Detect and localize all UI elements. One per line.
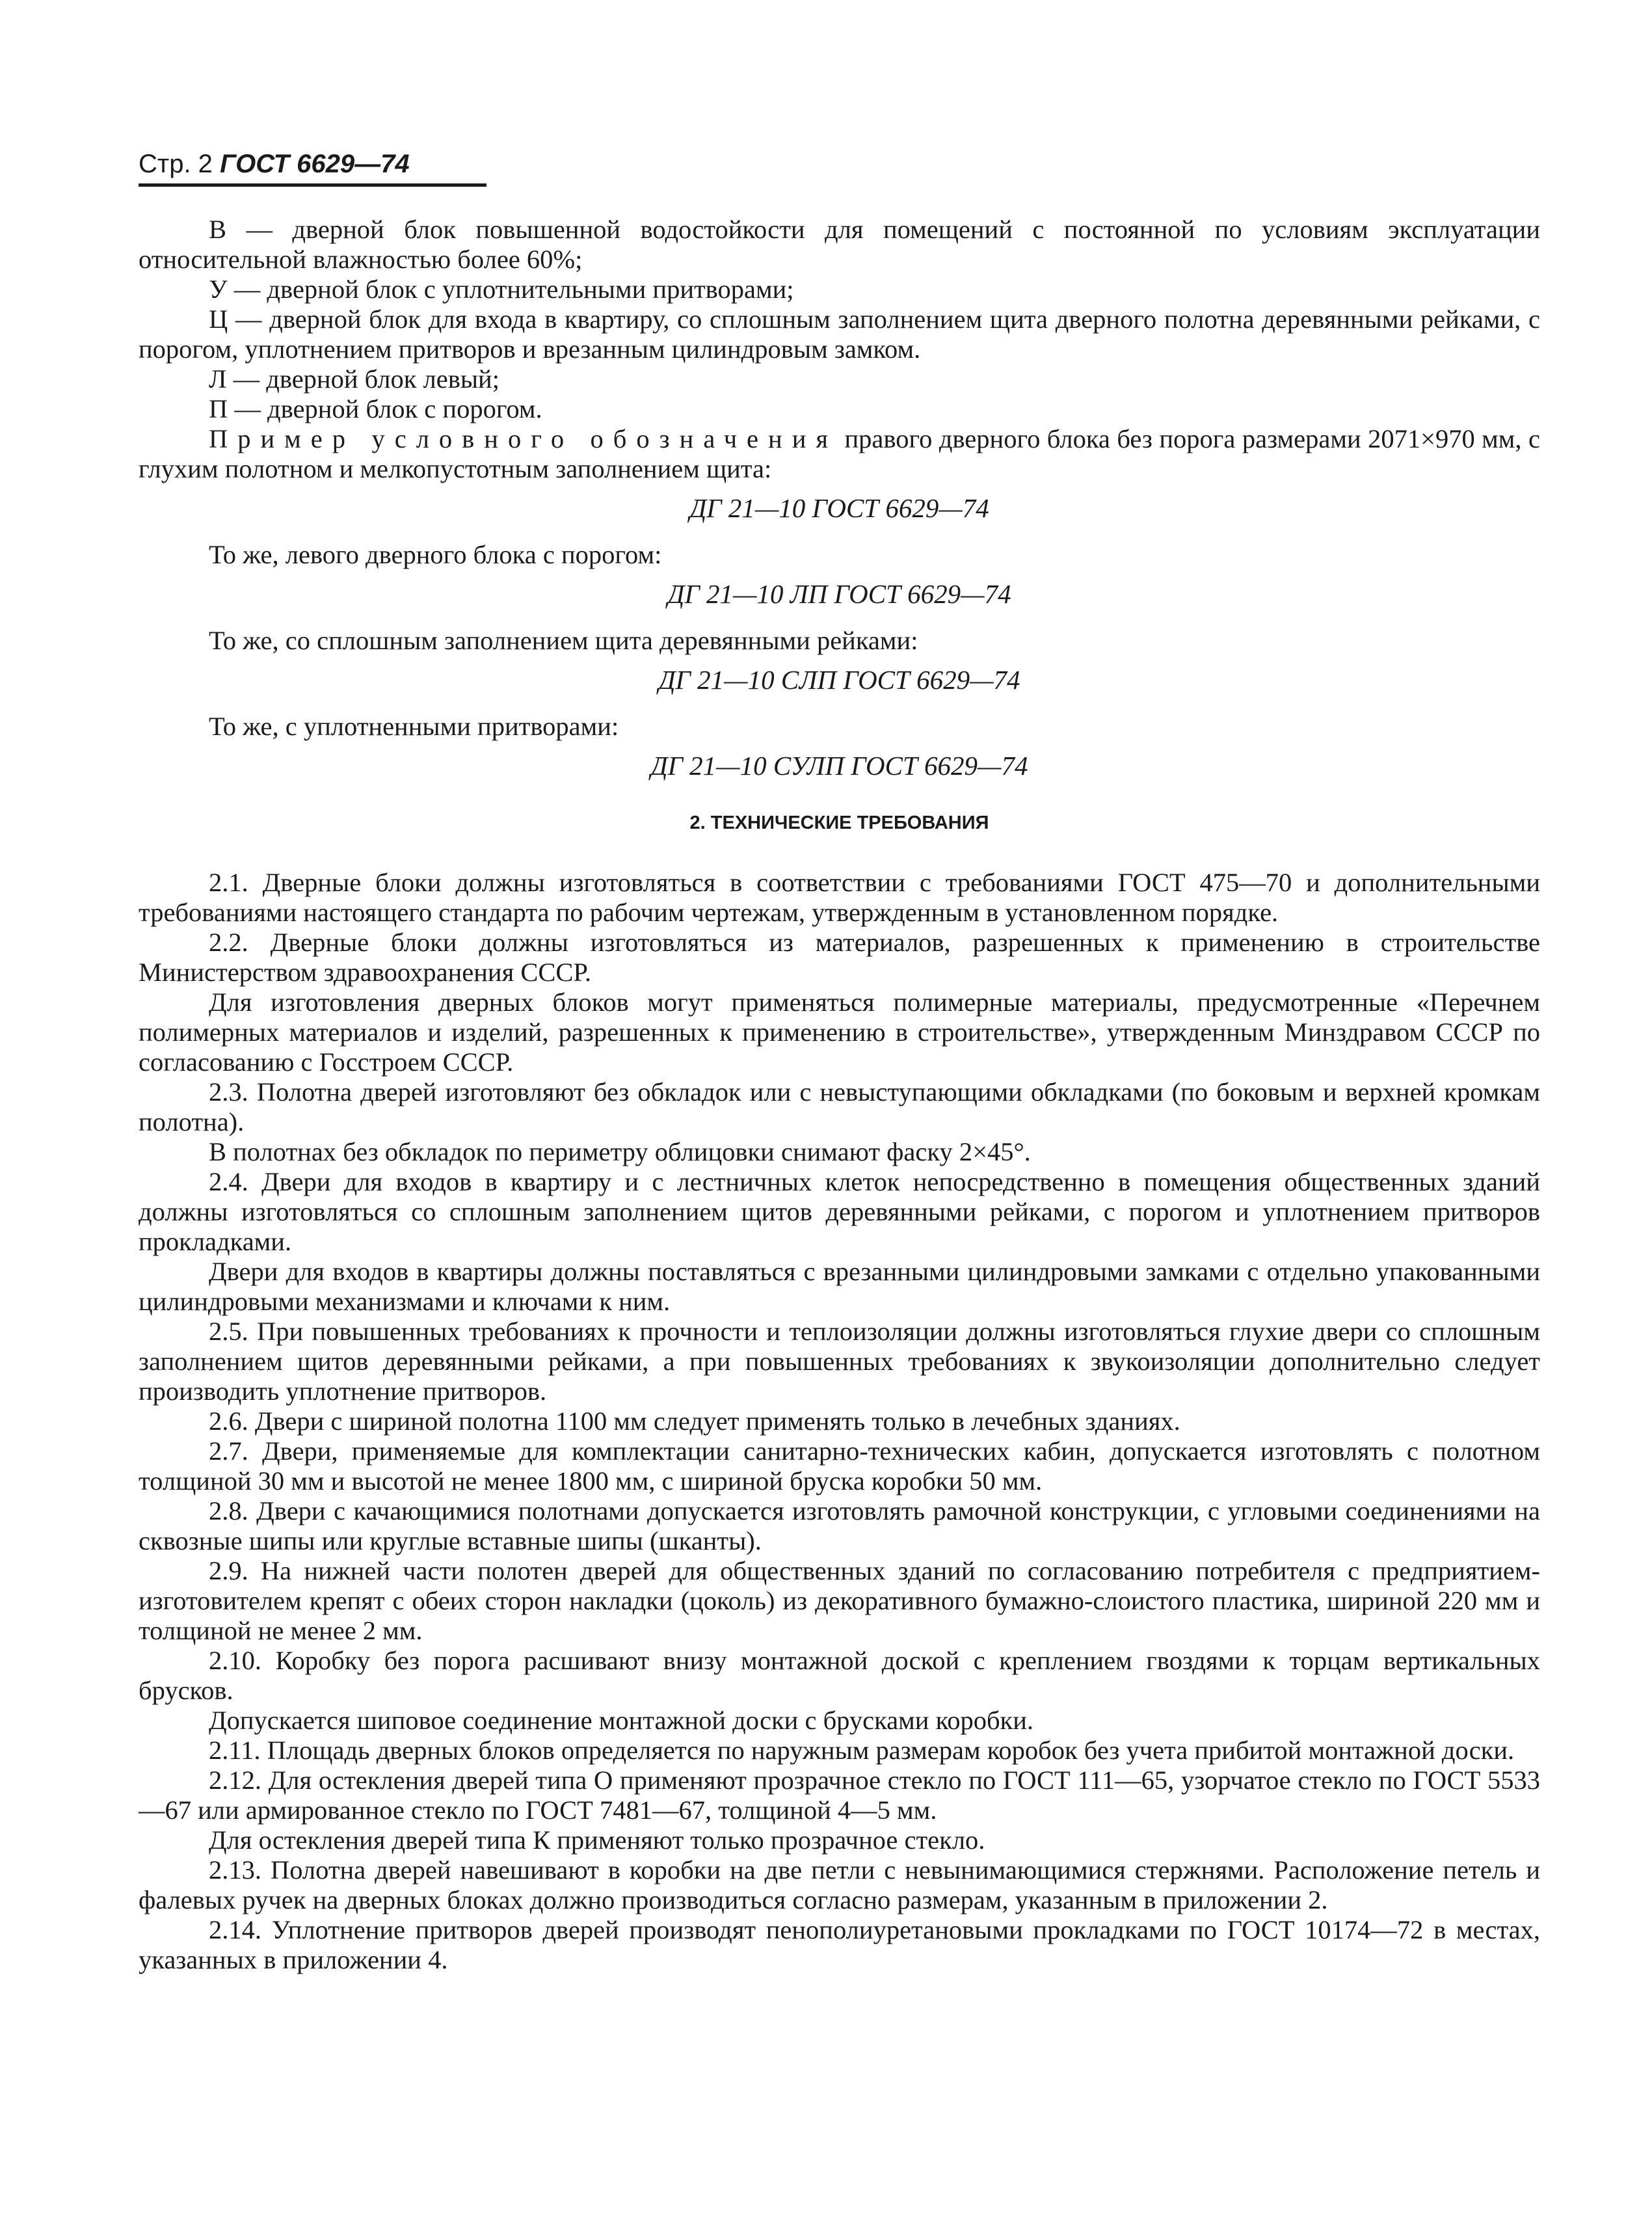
clause-paragraph: В полотнах без обкладок по периметру облицовки снимают фаску 2×45°. bbox=[209, 1137, 1031, 1166]
clause-paragraph: 2.7. Двери, применяемые для комплектации санитарно-технических кабин, допускается изготовлять с полотном толщиной 30 мм и высотой не менее 1800 мм, с шириной бруска коробки 50 мм. bbox=[139, 1436, 1540, 1496]
same-note-1: То же, левого дверного блока с порогом: bbox=[209, 540, 662, 569]
intro-l: Л — дверной блок левый; bbox=[209, 364, 500, 394]
example-label: Пример условного обозначения bbox=[209, 424, 838, 453]
same-note-3: То же, с уплотненными притворами: bbox=[209, 712, 619, 741]
clause-paragraph: Двери для входов в квартиры должны поставляться с врезанными цилиндровыми замками с отдельно упакованными цилиндровыми механизмами и ключами к ним. bbox=[139, 1257, 1540, 1316]
example-paragraph bbox=[139, 424, 1540, 484]
standard-number: ГОСТ 6629—74 bbox=[220, 150, 410, 178]
clause-paragraph: 2.4. Двери для входов в квартиру и с лестничных клеток непосредственно в помещения общественных зданий должны изготовляться со сплошным заполнением щитов деревянными рейками, с порогом и уплотнением притворов прокладками. bbox=[139, 1167, 1540, 1256]
example-text: правого дверного блока без порога размерами 2071×970 мм, с глухим полотном и мелкопустотным заполнением щита: bbox=[139, 424, 1540, 483]
same-note-2: То же, со сплошным заполнением щита деревянными рейками: bbox=[209, 626, 918, 655]
designation-code-4: ДГ 21—10 СУЛП ГОСТ 6629—74 bbox=[650, 751, 1028, 781]
intro-p: П — дверной блок с порогом. bbox=[209, 394, 542, 423]
clause-paragraph: 2.9. На нижней части полотен дверей для общественных зданий по согласованию потребителя с предприятием-изготовителем крепят с обеих сторон накладки (цоколь) из декоративного бумажно-слоистого пластика, шириной 220 мм и толщиной не менее 2 мм. bbox=[139, 1556, 1540, 1645]
intro-v: В — дверной блок повышенной водостойкости для помещений с постоянной по условиям эксплуатации относительной влажностью более 60%; bbox=[139, 215, 1540, 274]
clause-paragraph: 2.3. Полотна дверей изготовляют без обкладок или с невыступающими обкладками (по боковым и верхней кромкам полотна). bbox=[139, 1077, 1540, 1136]
page-header bbox=[139, 148, 410, 180]
intro-c: Ц — дверной блок для входа в квартиру, со сплошным заполнением щита дверного полотна деревянными рейками, с порогом, уплотнением притворов и врезанным цилиндровым замком. bbox=[139, 304, 1540, 364]
clause-paragraph: Для изготовления дверных блоков могут применяться полимерные материалы, предусмотренные «Перечнем полимерных материалов и изделий, разрешенных к применению в строительстве», утвержденным Минздравом СССР по согласованию с Госстроем СССР. bbox=[139, 987, 1540, 1077]
clause-paragraph: Для остекления дверей типа К применяют только прозрачное стекло. bbox=[209, 1825, 985, 1855]
header-rule bbox=[139, 183, 486, 187]
document-body bbox=[139, 215, 1540, 1975]
clause-paragraph: 2.11. Площадь дверных блоков определяется по наружным размерам коробок без учета прибитой монтажной доски. bbox=[209, 1736, 1515, 1765]
designation-code-1: ДГ 21—10 ГОСТ 6629—74 bbox=[689, 493, 989, 523]
clause-paragraph: 2.5. При повышенных требованиях к прочности и теплоизоляции должны изготовляться глухие двери со сплошным заполнением щитов деревянными рейками, а при повышенных требованиях к звукоизоляции дополнительно следует производить уплотнение притворов. bbox=[139, 1317, 1540, 1406]
clause-paragraph: 2.1. Дверные блоки должны изготовляться в соответствии с требованиями ГОСТ 475—70 и дополнительными требованиями настоящего стандарта по рабочим чертежам, утвержденным в установленном порядке. bbox=[139, 868, 1540, 927]
designation-code-2: ДГ 21—10 ЛП ГОСТ 6629—74 bbox=[667, 579, 1011, 609]
clause-paragraph: Допускается шиповое соединение монтажной доски с брусками коробки. bbox=[209, 1706, 1034, 1735]
page-number: Стр. 2 bbox=[139, 150, 213, 178]
clause-paragraph: 2.6. Двери с шириной полотна 1100 мм следует применять только в лечебных зданиях. bbox=[209, 1406, 1180, 1436]
clause-paragraph: 2.14. Уплотнение притворов дверей производят пенополиуретановыми прокладками по ГОСТ 10174—72 в местах, указанных в приложении 4. bbox=[139, 1915, 1540, 1974]
intro-u: У — дверной блок с уплотнительными притворами; bbox=[209, 275, 794, 304]
clause-paragraph: 2.10. Коробку без порога расшивают внизу монтажной доской с креплением гвоздями к торцам вертикальных брусков. bbox=[139, 1646, 1540, 1705]
designation-code-3: ДГ 21—10 СЛП ГОСТ 6629—74 bbox=[658, 665, 1020, 695]
clause-paragraph: 2.8. Двери с качающимися полотнами допускается изготовлять рамочной конструкции, с угловыми соединениями на сквозные шипы или круглые вставные шипы (шканты). bbox=[139, 1496, 1540, 1555]
section-title: 2. ТЕХНИЧЕСКИЕ ТРЕБОВАНИЯ bbox=[689, 812, 989, 833]
clause-paragraph: 2.13. Полотна дверей навешивают в коробки на две петли с невынимающимися стержнями. Расположение петель и фалевых ручек на дверных блоках должно производиться согласно размерам, указанным в приложении 2. bbox=[139, 1855, 1540, 1914]
clause-paragraph: 2.12. Для остекления дверей типа О применяют прозрачное стекло по ГОСТ 111—65, узорчатое стекло по ГОСТ 5533—67 или армированное стекло по ГОСТ 7481—67, толщиной 4—5 мм. bbox=[139, 1765, 1540, 1825]
clause-paragraph: 2.2. Дверные блоки должны изготовляться из материалов, разрешенных к применению в строительстве Министерством здравоохранения СССР. bbox=[139, 928, 1540, 987]
